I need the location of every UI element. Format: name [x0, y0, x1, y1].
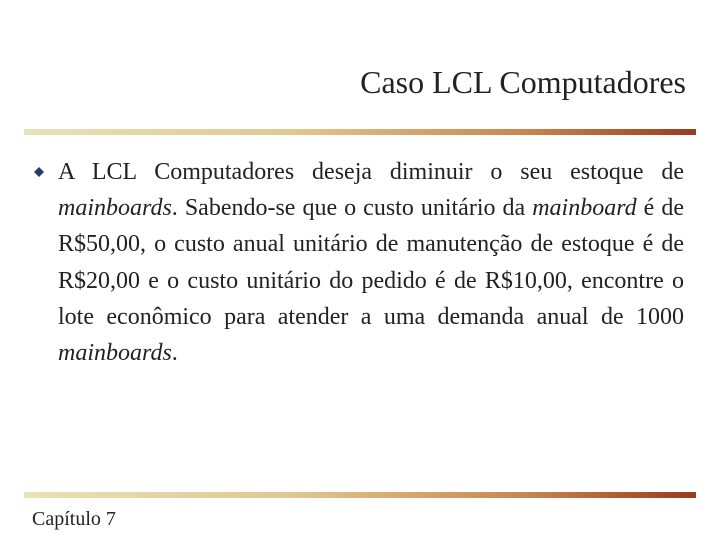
- bullet-item: [34, 154, 684, 371]
- diamond-bullet-icon: [34, 162, 44, 182]
- title-divider: [24, 129, 696, 135]
- bullet-text-part: .: [171, 340, 178, 367]
- bullet-text: [58, 159, 684, 366]
- bullet-text-italic: mainboards: [58, 195, 172, 222]
- bullet-text-italic: mainboard: [532, 195, 637, 222]
- bullet-text-part: . Sabendo-se que o custo unitário da: [171, 195, 533, 222]
- footer-chapter: Capítulo 7: [32, 508, 116, 530]
- bullet-text-part: é de R$50,00, o custo anual unitário de manutenção de estoque é de R$20,00 e o custo unitário do pedido é de R$10,00, encontre o lote econômico para atender a uma demanda anual de 1000: [58, 195, 685, 330]
- footer-divider: [24, 492, 696, 498]
- slide-title: Caso LCL Computadores: [360, 64, 686, 100]
- bullet-text-part: A LCL Computadores deseja diminuir o seu estoque de: [58, 159, 684, 185]
- slide-body: [34, 154, 684, 371]
- bullet-text-italic: mainboards: [58, 340, 172, 367]
